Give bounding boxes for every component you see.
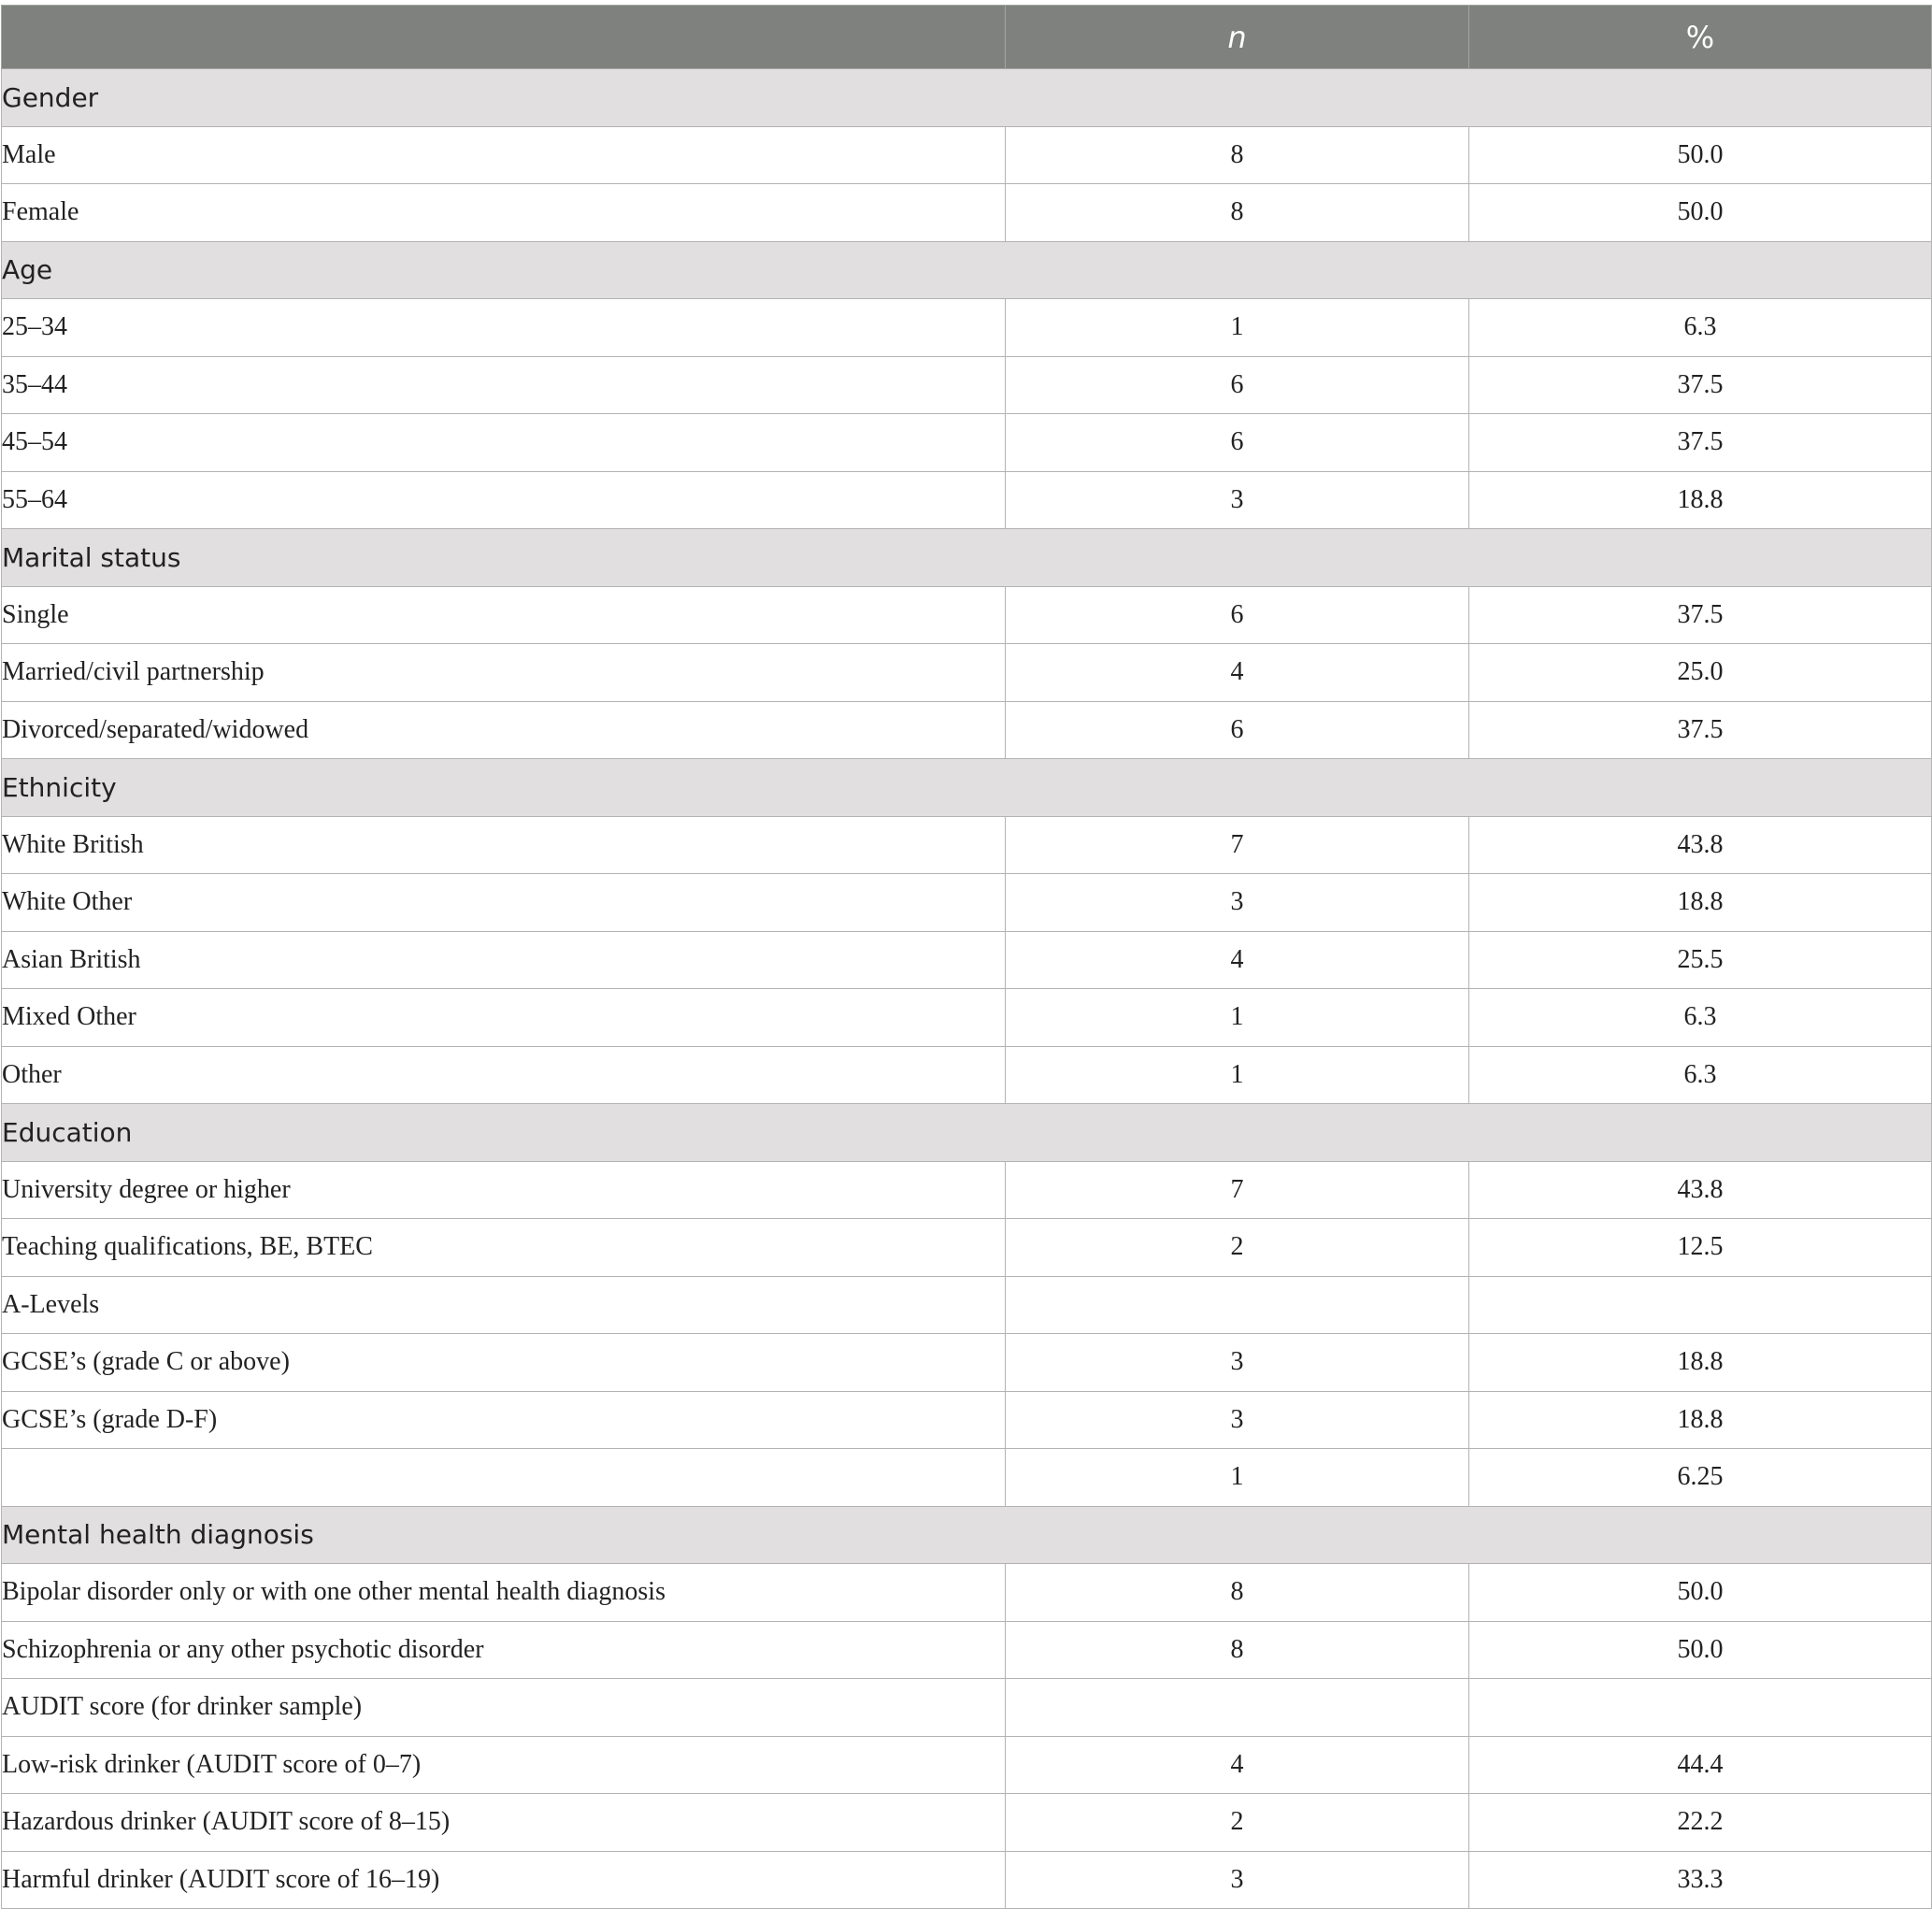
table-body — [2, 69, 1932, 1909]
table-row — [2, 931, 1932, 989]
row-n-cell: 3 — [1006, 874, 1469, 932]
row-percent-cell: 37.5 — [1469, 356, 1932, 414]
row-percent-cell: 6.3 — [1469, 989, 1932, 1047]
row-label-cell: Schizophrenia or any other psychotic disorder — [2, 1621, 1006, 1679]
section-header-label: Education — [2, 1104, 1932, 1162]
row-label-cell: White Other — [2, 874, 1006, 932]
row-n-cell: 7 — [1006, 1161, 1469, 1219]
row-percent-cell: 6.25 — [1469, 1449, 1932, 1507]
row-percent-cell: 6.3 — [1469, 299, 1932, 357]
table-row — [2, 644, 1932, 702]
table-row — [2, 1219, 1932, 1277]
row-n-cell: 4 — [1006, 931, 1469, 989]
row-label-cell: Harmful drinker (AUDIT score of 16–19) — [2, 1851, 1006, 1909]
header-row — [2, 6, 1932, 69]
table-row — [2, 816, 1932, 874]
table-row — [2, 1334, 1932, 1392]
demographics-table — [1, 5, 1932, 1909]
row-n-cell: 4 — [1006, 1736, 1469, 1794]
row-n-cell: 3 — [1006, 1334, 1469, 1392]
row-n-cell: 8 — [1006, 1621, 1469, 1679]
row-label-cell: 45–54 — [2, 414, 1006, 472]
row-n-cell: 4 — [1006, 644, 1469, 702]
row-label-cell: White British — [2, 816, 1006, 874]
row-label-cell: Male — [2, 126, 1006, 184]
row-n-cell: 1 — [1006, 989, 1469, 1047]
row-n-cell — [1006, 1679, 1469, 1737]
row-percent-cell: 43.8 — [1469, 816, 1932, 874]
row-percent-cell: 50.0 — [1469, 1621, 1932, 1679]
row-n-cell: 2 — [1006, 1794, 1469, 1852]
row-n-cell: 6 — [1006, 356, 1469, 414]
table-row — [2, 126, 1932, 184]
table-row — [2, 1679, 1932, 1737]
row-label-cell: University degree or higher — [2, 1161, 1006, 1219]
row-percent-cell: 37.5 — [1469, 586, 1932, 644]
table-row — [2, 1564, 1932, 1622]
row-percent-cell: 12.5 — [1469, 1219, 1932, 1277]
row-percent-cell: 33.3 — [1469, 1851, 1932, 1909]
row-percent-cell: 18.8 — [1469, 874, 1932, 932]
row-label-cell: A-Levels — [2, 1276, 1006, 1334]
row-label-cell: Asian British — [2, 931, 1006, 989]
row-label-cell: AUDIT score (for drinker sample) — [2, 1679, 1006, 1737]
row-label-cell: Divorced/separated/widowed — [2, 701, 1006, 759]
row-percent-cell: 18.8 — [1469, 1391, 1932, 1449]
row-label-cell: GCSE’s (grade D-F) — [2, 1391, 1006, 1449]
row-n-cell: 1 — [1006, 299, 1469, 357]
section-header-label: Ethnicity — [2, 759, 1932, 817]
table-row — [2, 414, 1932, 472]
row-percent-cell: 37.5 — [1469, 701, 1932, 759]
table-row — [2, 701, 1932, 759]
row-n-cell: 6 — [1006, 414, 1469, 472]
row-label-cell — [2, 1449, 1006, 1507]
section-header-label: Marital status — [2, 529, 1932, 587]
table-row — [2, 1449, 1932, 1507]
header-percent-cell: % — [1469, 6, 1932, 69]
row-percent-cell: 37.5 — [1469, 414, 1932, 472]
table-row — [2, 184, 1932, 242]
row-n-cell: 8 — [1006, 184, 1469, 242]
row-n-cell: 3 — [1006, 471, 1469, 529]
row-n-cell: 1 — [1006, 1449, 1469, 1507]
row-label-cell: Hazardous drinker (AUDIT score of 8–15) — [2, 1794, 1006, 1852]
row-percent-cell: 25.5 — [1469, 931, 1932, 989]
row-n-cell: 6 — [1006, 586, 1469, 644]
header-n-cell: n — [1006, 6, 1469, 69]
row-label-cell: 35–44 — [2, 356, 1006, 414]
section-header-row — [2, 1506, 1932, 1564]
row-label-cell: 55–64 — [2, 471, 1006, 529]
row-n-cell: 3 — [1006, 1851, 1469, 1909]
row-percent-cell: 43.8 — [1469, 1161, 1932, 1219]
table-row — [2, 1391, 1932, 1449]
row-percent-cell: 50.0 — [1469, 126, 1932, 184]
section-header-label: Age — [2, 241, 1932, 299]
table-row — [2, 1161, 1932, 1219]
row-percent-cell: 18.8 — [1469, 471, 1932, 529]
section-header-row — [2, 69, 1932, 127]
section-header-label: Mental health diagnosis — [2, 1506, 1932, 1564]
table-row — [2, 1621, 1932, 1679]
row-percent-cell: 6.3 — [1469, 1046, 1932, 1104]
table-row — [2, 471, 1932, 529]
row-label-cell: Low-risk drinker (AUDIT score of 0–7) — [2, 1736, 1006, 1794]
row-percent-cell: 18.8 — [1469, 1334, 1932, 1392]
section-header-row — [2, 529, 1932, 587]
row-percent-cell: 50.0 — [1469, 1564, 1932, 1622]
row-percent-cell: 25.0 — [1469, 644, 1932, 702]
row-label-cell: Teaching qualifications, BE, BTEC — [2, 1219, 1006, 1277]
row-n-cell: 1 — [1006, 1046, 1469, 1104]
table-row — [2, 1736, 1932, 1794]
row-percent-cell — [1469, 1679, 1932, 1737]
row-label-cell: Married/civil partnership — [2, 644, 1006, 702]
row-label-cell: Mixed Other — [2, 989, 1006, 1047]
table-row — [2, 299, 1932, 357]
row-n-cell: 8 — [1006, 126, 1469, 184]
row-n-cell: 7 — [1006, 816, 1469, 874]
section-header-row — [2, 1104, 1932, 1162]
section-header-label: Gender — [2, 69, 1932, 127]
header-label-cell — [2, 6, 1006, 69]
table-row — [2, 1046, 1932, 1104]
table-row — [2, 1276, 1932, 1334]
row-label-cell: Other — [2, 1046, 1006, 1104]
row-n-cell — [1006, 1276, 1469, 1334]
row-percent-cell — [1469, 1276, 1932, 1334]
row-label-cell: 25–34 — [2, 299, 1006, 357]
table-row — [2, 874, 1932, 932]
row-label-cell: Single — [2, 586, 1006, 644]
row-percent-cell: 22.2 — [1469, 1794, 1932, 1852]
row-percent-cell: 44.4 — [1469, 1736, 1932, 1794]
row-n-cell: 6 — [1006, 701, 1469, 759]
row-label-cell: GCSE’s (grade C or above) — [2, 1334, 1006, 1392]
section-header-row — [2, 241, 1932, 299]
row-label-cell: Bipolar disorder only or with one other mental health diagnosis — [2, 1564, 1006, 1622]
row-percent-cell: 50.0 — [1469, 184, 1932, 242]
table-row — [2, 356, 1932, 414]
row-n-cell: 2 — [1006, 1219, 1469, 1277]
table-row — [2, 1851, 1932, 1909]
table-row — [2, 989, 1932, 1047]
section-header-row — [2, 759, 1932, 817]
table-row — [2, 1794, 1932, 1852]
row-n-cell: 3 — [1006, 1391, 1469, 1449]
row-n-cell: 8 — [1006, 1564, 1469, 1622]
table-row — [2, 586, 1932, 644]
row-label-cell: Female — [2, 184, 1006, 242]
